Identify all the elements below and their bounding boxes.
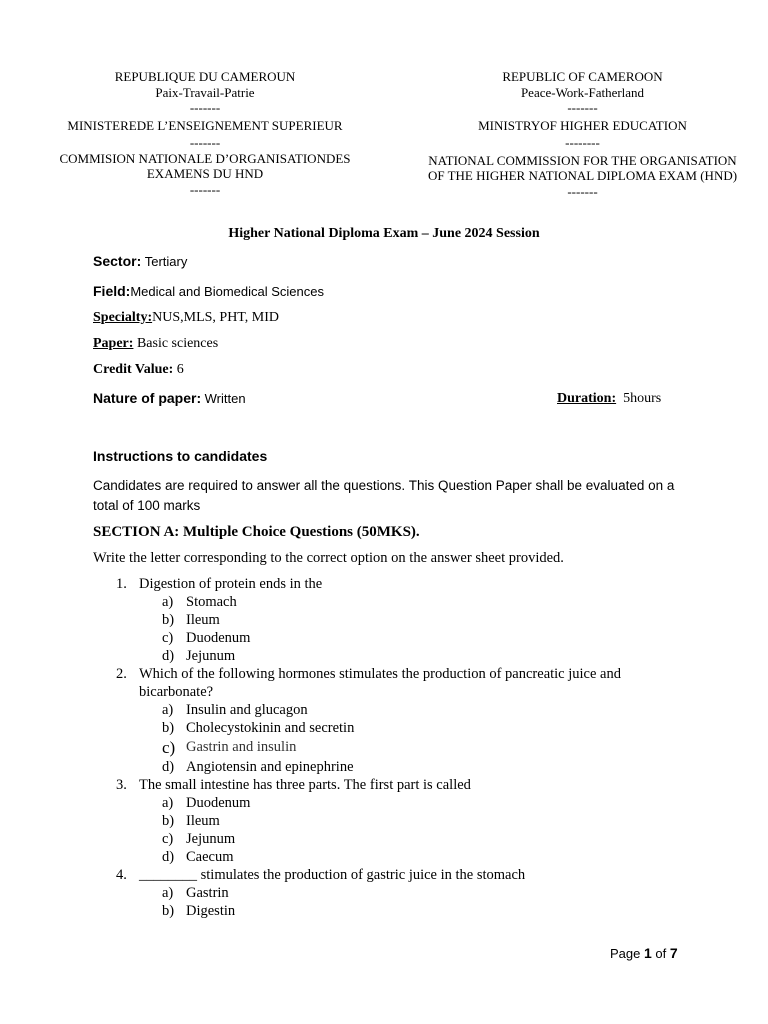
header-line: ------- — [189, 135, 221, 150]
option-letter: d) — [162, 648, 175, 664]
credit-label: Credit Value: — [93, 362, 174, 377]
option — [0, 884, 768, 902]
option — [0, 794, 768, 812]
option-text: Jejunum — [186, 648, 236, 664]
option — [0, 629, 768, 647]
option-letter: d) — [162, 849, 175, 865]
option-letter: a) — [162, 795, 174, 811]
header-english — [400, 69, 765, 199]
option-text: Jejunum — [186, 831, 236, 847]
option-text: Cholecystokinin and secretin — [186, 720, 355, 736]
header-line: -------- — [565, 135, 600, 150]
option-letter: b) — [162, 813, 175, 829]
question-2 — [0, 665, 768, 683]
header-line: COMMISION NATIONALE D’ORGANISATIONDES — [59, 150, 351, 166]
option — [0, 593, 768, 611]
question-list — [0, 575, 768, 920]
header-line: Paix-Travail-Patrie — [155, 84, 255, 100]
option — [0, 812, 768, 830]
option-text: Gastrin — [186, 885, 229, 901]
option-text: Caecum — [186, 849, 234, 865]
header-line: REPUBLIC OF CAMEROON — [502, 69, 663, 84]
duration-field — [557, 391, 661, 407]
option — [0, 701, 768, 719]
question-text: The small intestine has three parts. The first part is called — [139, 777, 471, 793]
option — [0, 611, 768, 629]
credit-value: 6 — [176, 362, 184, 377]
section-a-instruction: Write the letter corresponding to the correct option on the answer sheet provided. — [93, 550, 564, 566]
header-line: OF THE HIGHER NATIONAL DIPLOMA EXAM (HND) — [427, 168, 738, 183]
option-letter: a) — [162, 702, 174, 718]
option-letter: c) — [162, 831, 174, 847]
duration-label: Duration: — [557, 391, 617, 406]
option-letter: b) — [162, 903, 175, 919]
question-number: 4. — [116, 867, 127, 883]
header-line: MINISTEREDE L’ENSEIGNEMENT SUPERIEUR — [67, 117, 343, 133]
option-letter: a) — [162, 885, 174, 901]
option-text: Gastrin and insulin — [186, 739, 297, 755]
header-line: REPUBLIQUE DU CAMEROUN — [114, 69, 296, 84]
option-letter: b) — [162, 612, 175, 628]
option-letter: c) — [162, 630, 174, 646]
specialty-value: NUS,MLS, PHT, MID — [152, 310, 280, 325]
paper-value: Basic sciences — [136, 336, 219, 351]
question-text: bicarbonate? — [139, 684, 214, 700]
option — [0, 848, 768, 866]
question-text: Digestion of protein ends in the — [139, 576, 323, 592]
field-label: Field: — [93, 283, 131, 299]
nature-field — [93, 390, 246, 408]
option-text: Duodenum — [186, 630, 251, 646]
credit-field — [93, 362, 184, 378]
sector-label: Sector: — [93, 253, 142, 269]
option-text: Ileum — [186, 612, 220, 628]
paper-field — [93, 336, 218, 352]
option-letter: d) — [162, 759, 175, 775]
option-text: Duodenum — [186, 795, 251, 811]
option-letter: b) — [162, 720, 175, 736]
question-text: Which of the following hormones stimulates the production of pancreatic juice and — [139, 666, 621, 682]
nature-label: Nature of paper: — [93, 390, 202, 406]
header-line: ------- — [189, 100, 221, 115]
option — [0, 902, 768, 920]
page-number — [610, 945, 678, 961]
question-3 — [0, 776, 768, 794]
option-text: Ileum — [186, 813, 220, 829]
option — [0, 758, 768, 776]
header-line: ------- — [567, 183, 598, 199]
header-line: NATIONAL COMMISSION FOR THE ORGANISATION — [428, 152, 737, 168]
page-word: Page — [610, 946, 641, 961]
header-line: EXAMENS DU HND — [146, 166, 264, 181]
exam-title: Higher National Diploma Exam – June 2024 Session — [228, 226, 540, 241]
specialty-label: Specialty: — [93, 310, 153, 325]
duration-value: 5hours — [623, 391, 662, 406]
question-4 — [0, 866, 768, 884]
header-french — [40, 69, 370, 197]
instructions-heading: Instructions to candidates — [93, 448, 268, 464]
question-number: 1. — [116, 576, 127, 592]
option — [0, 647, 768, 665]
sector-field — [93, 253, 187, 271]
field-value: Medical and Biomedical Sciences — [130, 284, 324, 299]
paper-label: Paper: — [93, 336, 134, 351]
question-2-continued — [0, 683, 768, 701]
option-text: Stomach — [186, 594, 237, 610]
sector-value: Tertiary — [144, 254, 188, 269]
field-field — [93, 283, 324, 301]
option — [0, 719, 768, 737]
section-a-title: SECTION A: Multiple Choice Questions (50MKS). — [93, 524, 420, 540]
option-text: Angiotensin and epinephrine — [186, 759, 354, 775]
of-word: of — [655, 946, 667, 961]
question-number: 3. — [116, 777, 127, 793]
question-1 — [0, 575, 768, 593]
option — [0, 830, 768, 848]
option-text: Insulin and glucagon — [186, 702, 308, 718]
header-line: MINISTRYOF HIGHER EDUCATION — [478, 117, 687, 133]
total-pages: 7 — [669, 945, 678, 961]
option-letter: c) — [162, 738, 176, 757]
specialty-field — [93, 310, 279, 326]
question-number: 2. — [116, 666, 127, 682]
option-letter: a) — [162, 594, 174, 610]
nature-value: Written — [204, 391, 246, 406]
instructions-body: Candidates are required to answer all the questions. This Question Paper shall be evaluated on a total of 100 marks — [93, 478, 675, 513]
question-text: ________ stimulates the production of gastric juice in the stomach — [139, 867, 526, 883]
current-page: 1 — [644, 945, 652, 961]
option — [0, 737, 768, 758]
option-text: Digestin — [186, 903, 236, 919]
header-line: Peace-Work-Fatherland — [520, 84, 645, 100]
header-line: ------- — [567, 100, 598, 115]
header-line: ------- — [189, 181, 221, 197]
